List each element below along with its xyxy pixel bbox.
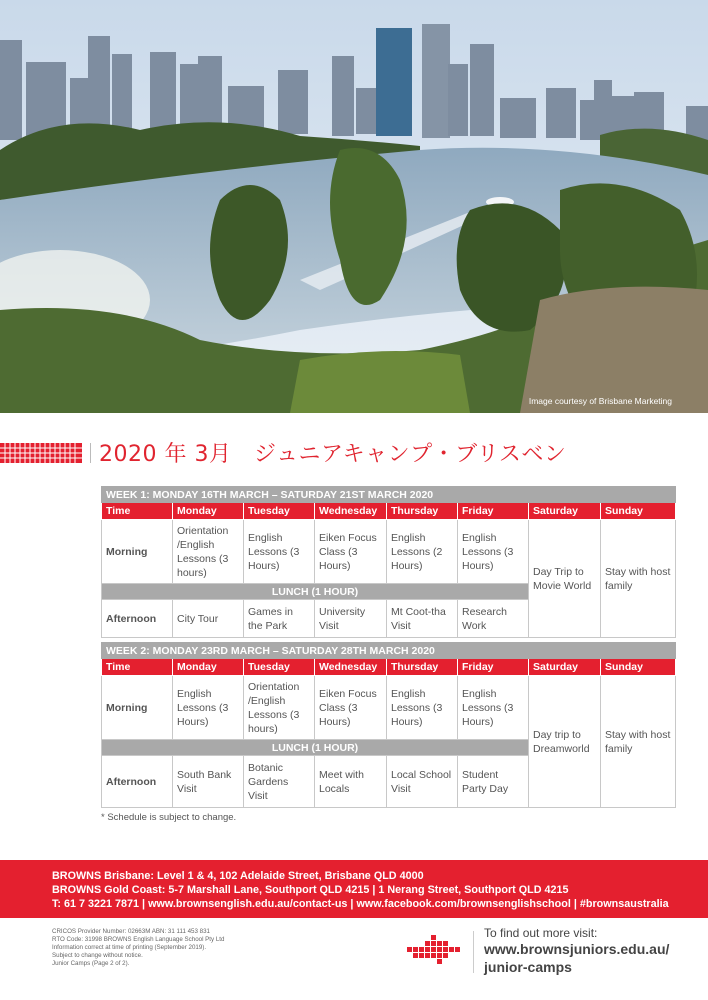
week2-header-row — [102, 643, 676, 659]
week1-thursday-afternoon: Mt Coot-tha Visit — [387, 600, 458, 638]
week1-lunch: LUNCH (1 HOUR) — [102, 584, 529, 600]
fine-print-line: CRICOS Provider Number: 02663M ABN: 31 111 453 831 — [52, 928, 210, 935]
page-title: 2020 年 3月 ジュニアキャンプ・ブリスベン — [99, 442, 567, 467]
image-credit: Image courtesy of Brisbane Marketing — [528, 396, 672, 406]
footer-goldcoast-address: BROWNS Gold Coast: 5-7 Marshall Lane, Southport QLD 4215 | 1 Nerang Street, Southport QLD 4215 — [52, 884, 569, 896]
week1-monday-morning: Orientation /English Lessons (3 hours) — [173, 520, 244, 584]
day-header-row — [102, 503, 676, 520]
week1-tuesday-morning: English Lessons (3 Hours) — [244, 520, 315, 584]
header-wednesday: Wednesday — [315, 503, 387, 520]
header-wednesday: Wednesday — [315, 659, 387, 676]
week2-wednesday-morning: Eiken Focus Class (3 Hours) — [315, 676, 387, 740]
week1-friday-afternoon: Research Work — [458, 600, 529, 638]
week2-tuesday-afternoon: Botanic Gardens Visit — [244, 756, 315, 808]
brisbane-skyline-image — [0, 0, 708, 413]
week2-friday-afternoon: Student Party Day — [458, 756, 529, 808]
website-url-line1[interactable]: www.brownsjuniors.edu.au/ — [484, 941, 670, 957]
week1-tuesday-afternoon: Games in the Park — [244, 600, 315, 638]
week1-saturday: Day Trip to Movie World — [529, 520, 601, 638]
week2-morning-row — [102, 676, 676, 740]
hero-photo — [0, 0, 708, 413]
header-time: Time — [102, 503, 173, 520]
week2-thursday-afternoon: Local School Visit — [387, 756, 458, 808]
week1-monday-afternoon: City Tour — [173, 600, 244, 638]
footer-brisbane-address: BROWNS Brisbane: Level 1 & 4, 102 Adelaide Street, Brisbane QLD 4000 — [52, 870, 424, 882]
week1-thursday-morning: English Lessons (2 Hours) — [387, 520, 458, 584]
header-monday: Monday — [173, 503, 244, 520]
week1-label: WEEK 1: MONDAY 16TH MARCH – SATURDAY 21ST MARCH 2020 — [102, 487, 676, 503]
header-time: Time — [102, 659, 173, 676]
header-thursday: Thursday — [387, 503, 458, 520]
website-link[interactable] — [484, 940, 669, 976]
fine-print-line: Subject to change without notice. — [52, 952, 143, 959]
header-tuesday: Tuesday — [244, 503, 315, 520]
header-friday: Friday — [458, 659, 529, 676]
afternoon-label: Afternoon — [102, 600, 173, 638]
header-saturday: Saturday — [529, 659, 601, 676]
fine-print-line: Information correct at time of printing (September 2019). — [52, 944, 207, 951]
fine-print — [52, 928, 224, 968]
fine-print-line: RTO Code: 31998 BROWNS English Language School Pty Ltd — [52, 936, 225, 943]
week1-wednesday-afternoon: University Visit — [315, 600, 387, 638]
header-sunday: Sunday — [601, 659, 676, 676]
title-bar — [0, 434, 708, 470]
header-saturday: Saturday — [529, 503, 601, 520]
week1-sunday: Stay with host family — [601, 520, 676, 638]
schedule-note: * Schedule is subject to change. — [101, 812, 237, 823]
website-url-line2[interactable]: junior-camps — [484, 959, 572, 975]
week2-monday-morning: English Lessons (3 Hours) — [173, 676, 244, 740]
day-header-row — [102, 659, 676, 676]
header-thursday: Thursday — [387, 659, 458, 676]
browns-arrow-logo-icon — [407, 935, 463, 969]
header-tuesday: Tuesday — [244, 659, 315, 676]
header-monday: Monday — [173, 659, 244, 676]
header-friday: Friday — [458, 503, 529, 520]
week2-thursday-morning: English Lessons (3 Hours) — [387, 676, 458, 740]
week2-wednesday-afternoon: Meet with Locals — [315, 756, 387, 808]
morning-label: Morning — [102, 520, 173, 584]
logo-divider — [473, 931, 474, 973]
footer-contact-links[interactable]: T: 61 7 3221 7871 | www.brownsenglish.edu.au/contact-us | www.facebook.com/brownsenglishschool | #brownsaustralia — [52, 898, 669, 910]
week1-morning-row — [102, 520, 676, 584]
title-divider — [90, 443, 91, 463]
week2-label: WEEK 2: MONDAY 23RD MARCH – SATURDAY 28TH MARCH 2020 — [102, 643, 676, 659]
header-sunday: Sunday — [601, 503, 676, 520]
visit-label: To find out more visit: — [484, 926, 598, 940]
morning-label: Morning — [102, 676, 173, 740]
week2-tuesday-morning: Orientation /English Lessons (3 hours) — [244, 676, 315, 740]
afternoon-label: Afternoon — [102, 756, 173, 808]
week2-saturday: Day trip to Dreamworld — [529, 676, 601, 808]
week2-friday-morning: English Lessons (3 Hours) — [458, 676, 529, 740]
brand-grid-icon — [0, 443, 82, 463]
fine-print-line: Junior Camps (Page 2 of 2). — [52, 960, 130, 967]
week1-header-row — [102, 487, 676, 503]
week2-monday-afternoon: South Bank Visit — [173, 756, 244, 808]
week1-wednesday-morning: Eiken Focus Class (3 Hours) — [315, 520, 387, 584]
week1-friday-morning: English Lessons (3 Hours) — [458, 520, 529, 584]
week2-lunch: LUNCH (1 HOUR) — [102, 740, 529, 756]
week1-schedule-table — [101, 486, 676, 638]
week2-schedule-table — [101, 642, 676, 808]
week2-sunday: Stay with host family — [601, 676, 676, 808]
